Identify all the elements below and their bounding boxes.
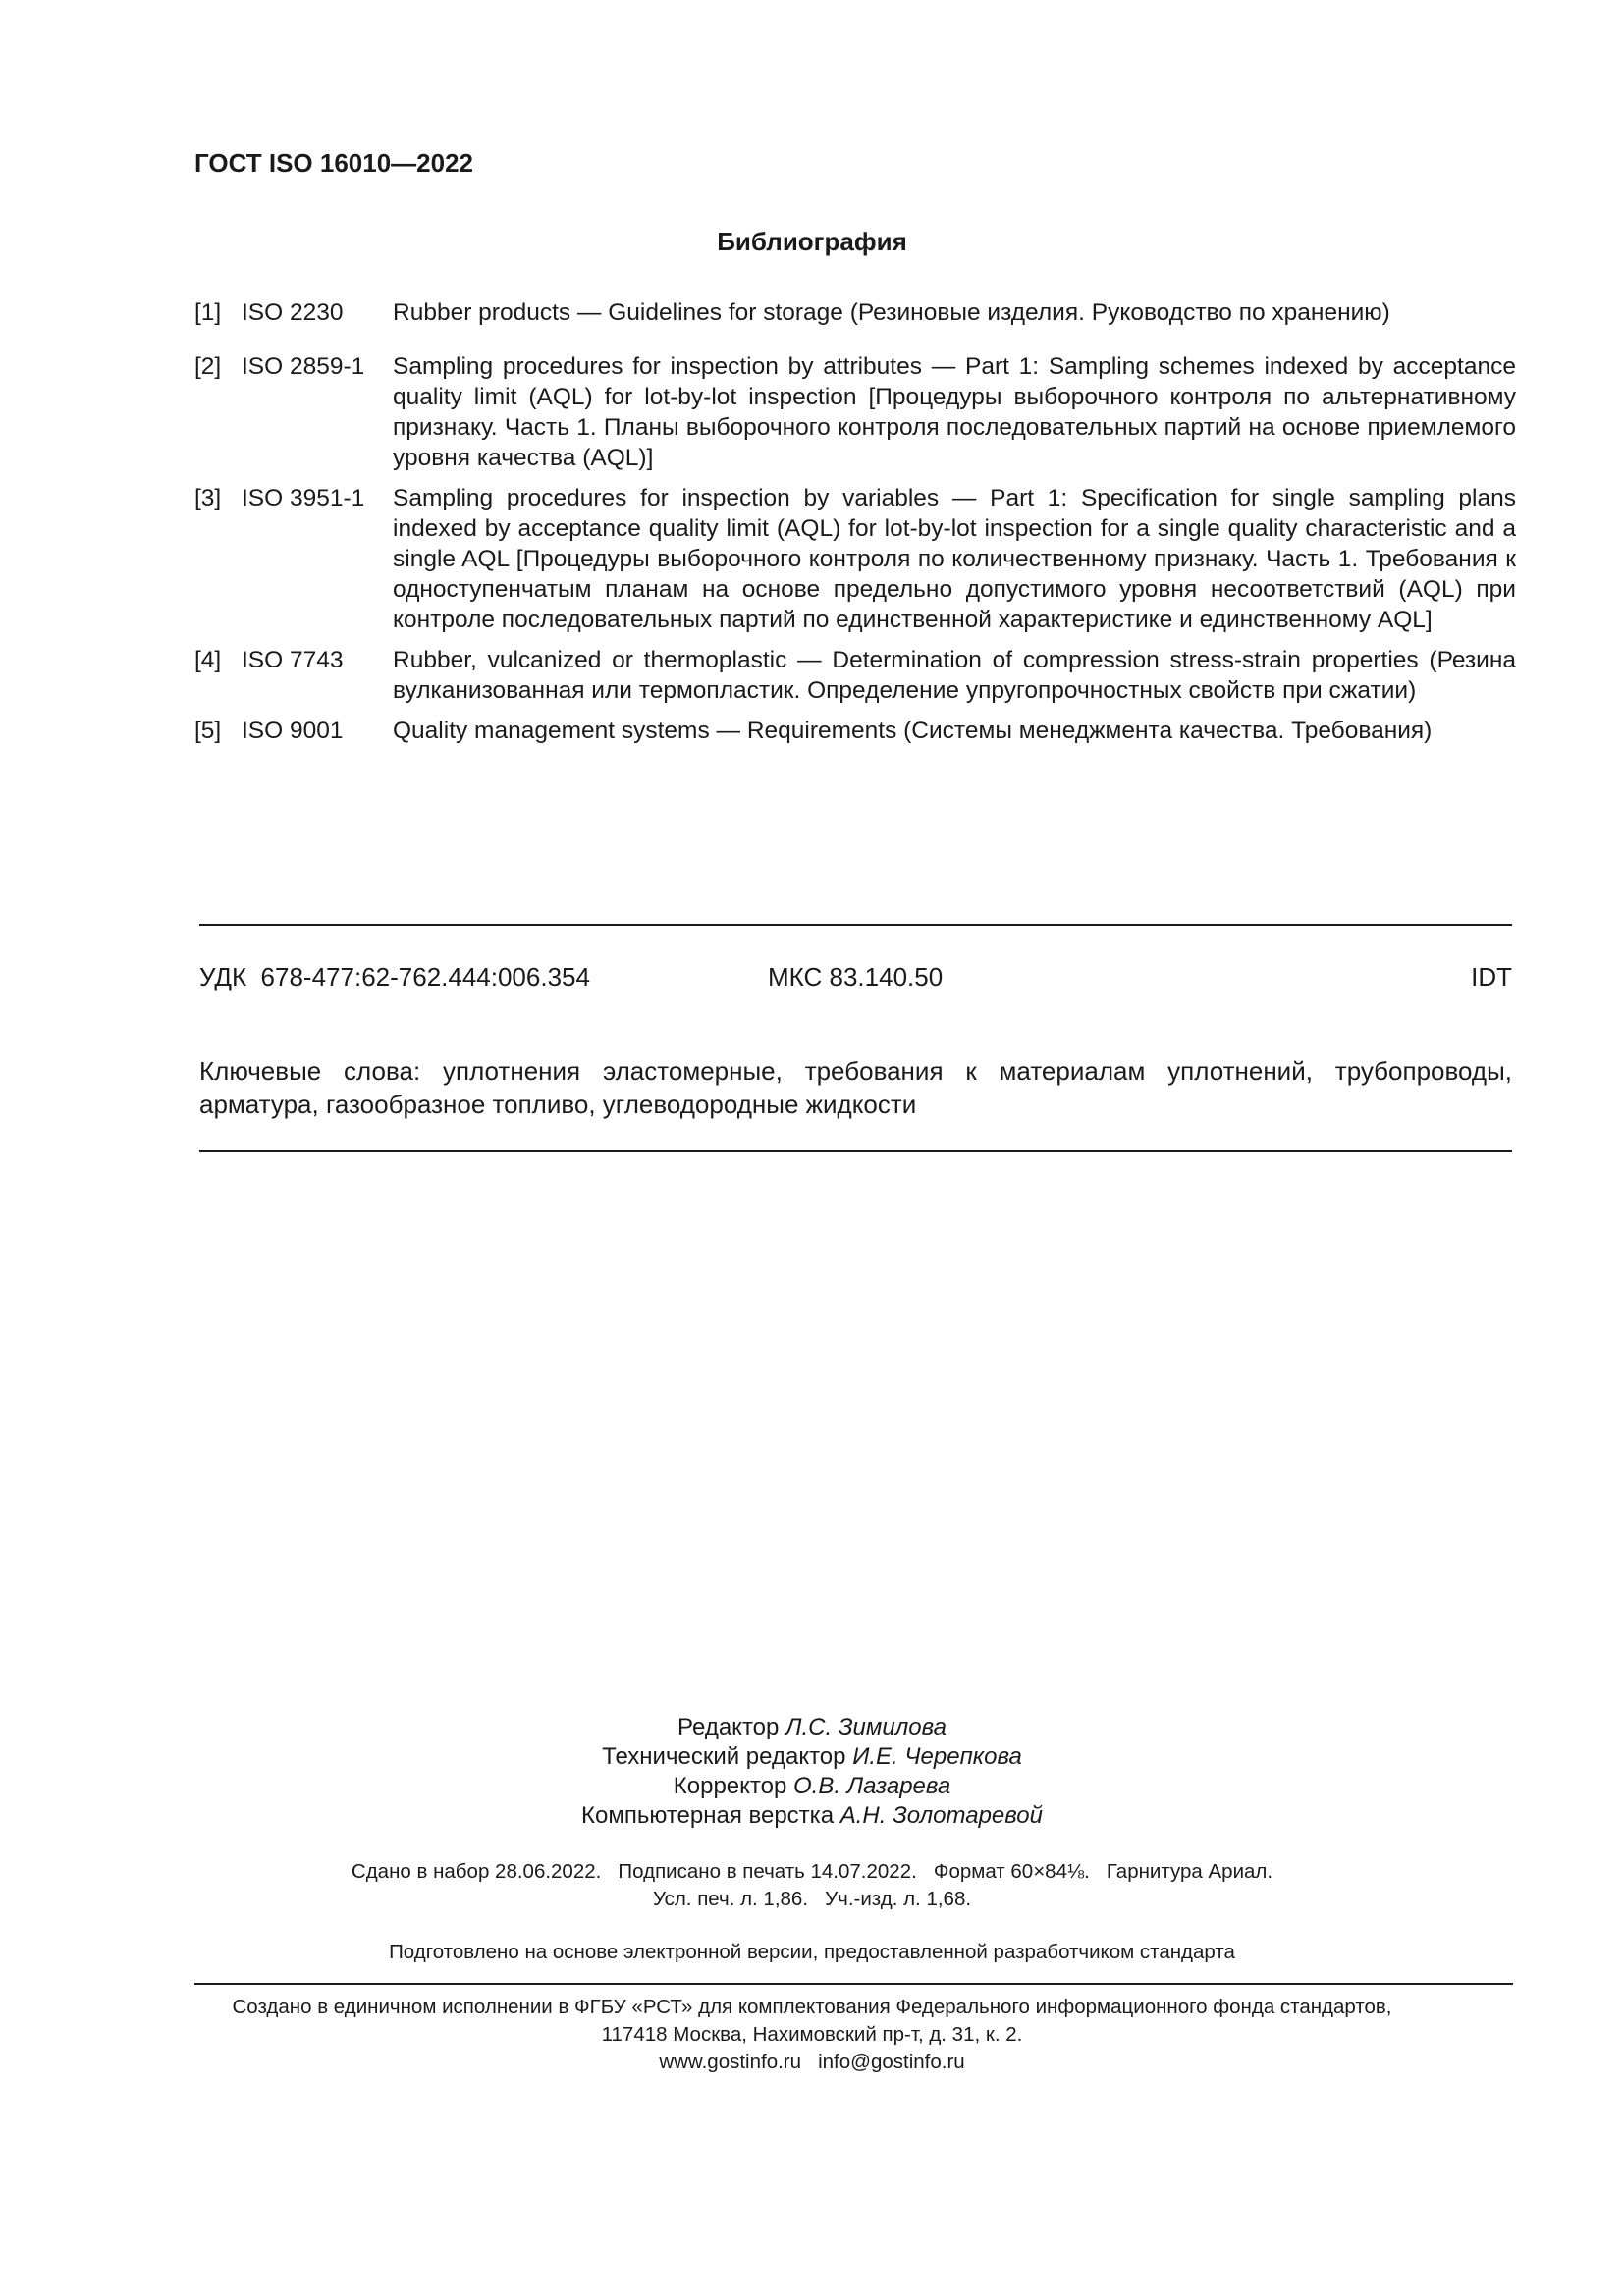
imprint [0, 1858, 1624, 1913]
divider [199, 924, 1512, 926]
keywords: Ключевые слова: уплотнения эластомерные, требования к материалам уплотнений, трубопроводы, арматура, газообразное топливо, углеводородные жидкости [199, 1056, 1512, 1119]
entry-number: [1] [194, 299, 222, 326]
imprint-line: Усл. печ. л. 1,86. Уч.-изд. л. 1,68. [652, 1888, 972, 1910]
udc-code: УДК 678-477:62-762.444:006.354 [199, 962, 590, 991]
bibliography-entry [194, 483, 1516, 635]
entry-code: ISO 2230 [242, 299, 344, 326]
footer-line: 117418 Москва, Нахимовский пр-т, д. 31, к. 2. [601, 2023, 1023, 2046]
mks-code: МКС 83.140.50 [768, 962, 944, 991]
entry-text: Sampling procedures for inspection by variables — Part 1: Specification for single sampling plans indexed by acceptance quality limit (AQL) for lot-by-lot inspection for a single quality characteristic and a single AQL [Процедуры выборочного контроля по количественному признаку. Часть 1. Требования к одноступенчатым планам на основе предельно допустимого уровня несоответствий (AQL) при контроле последовательных партий по единственной характеристике и единственному AQL] [393, 485, 1516, 633]
credit-name: А.Н. Золотаревой [839, 1802, 1043, 1829]
entry-text: Rubber products — Guidelines for storage (Резиновые изделия. Руководство по хранению) [393, 299, 1390, 326]
credit-line [0, 1772, 1624, 1801]
credit-name: Л.С. Зимилова [785, 1714, 947, 1740]
prepared-note: Подготовлено на основе электронной версии, предоставленной разработчиком стандарта [389, 1941, 1235, 1963]
bibliography-title: Библиография [717, 227, 907, 256]
imprint-line: Сдано в набор 28.06.2022. Подписано в печать 14.07.2022. Формат 60×84⅛. Гарнитура Ариал. [351, 1860, 1273, 1883]
footer-links: www.gostinfo.ru info@gostinfo.ru [659, 2051, 965, 2073]
bibliography-entry [194, 716, 1516, 746]
divider [199, 1150, 1512, 1152]
entry-code: ISO 3951-1 [242, 485, 365, 511]
bibliography-list [194, 297, 1516, 756]
credit-role: Корректор [673, 1773, 787, 1799]
entry-code: ISO 2859-1 [242, 353, 365, 380]
credit-role: Технический редактор [602, 1743, 846, 1770]
entry-number: [5] [194, 718, 222, 744]
footer [0, 1994, 1624, 2076]
entry-code: ISO 9001 [242, 718, 344, 744]
idt-label: IDT [1471, 962, 1512, 991]
credit-role: Редактор [677, 1714, 780, 1740]
bibliography-entry [194, 645, 1516, 706]
credit-name: О.В. Лазарева [793, 1773, 951, 1799]
entry-number: [4] [194, 647, 222, 673]
credit-line [0, 1742, 1624, 1772]
document-header: ГОСТ ISO 16010—2022 [194, 148, 474, 178]
credit-line [0, 1713, 1624, 1742]
bibliography-entry [194, 297, 1516, 328]
credits [0, 1713, 1624, 1831]
entry-number: [3] [194, 485, 222, 511]
footer-line: Создано в единичном исполнении в ФГБУ «РСТ» для комплектования Федерального информационного фонда стандартов, [232, 1996, 1392, 2018]
entry-text: Sampling procedures for inspection by attributes — Part 1: Sampling schemes indexed by acceptance quality limit (AQL) for lot-by-lot inspection [Процедуры выборочного контроля по альтернативному признаку. Часть 1. Планы выборочного контроля последовательных партий на основе приемлемого уровня качества (AQL)] [393, 353, 1516, 471]
entry-number: [2] [194, 353, 222, 380]
entry-code: ISO 7743 [242, 647, 344, 673]
credit-role: Компьютерная верстка [581, 1802, 835, 1829]
bibliography-entry [194, 351, 1516, 473]
entry-text: Quality management systems — Requirements (Системы менеджмента качества. Требования) [393, 718, 1433, 744]
credit-name: И.Е. Черепкова [852, 1743, 1022, 1770]
credit-line [0, 1801, 1624, 1831]
entry-text: Rubber, vulcanized or thermoplastic — Determination of compression stress-strain properties (Резина вулканизованная или термопластик. Определение упругопрочностных свойств при сжатии) [393, 647, 1516, 704]
divider [194, 1983, 1513, 1985]
